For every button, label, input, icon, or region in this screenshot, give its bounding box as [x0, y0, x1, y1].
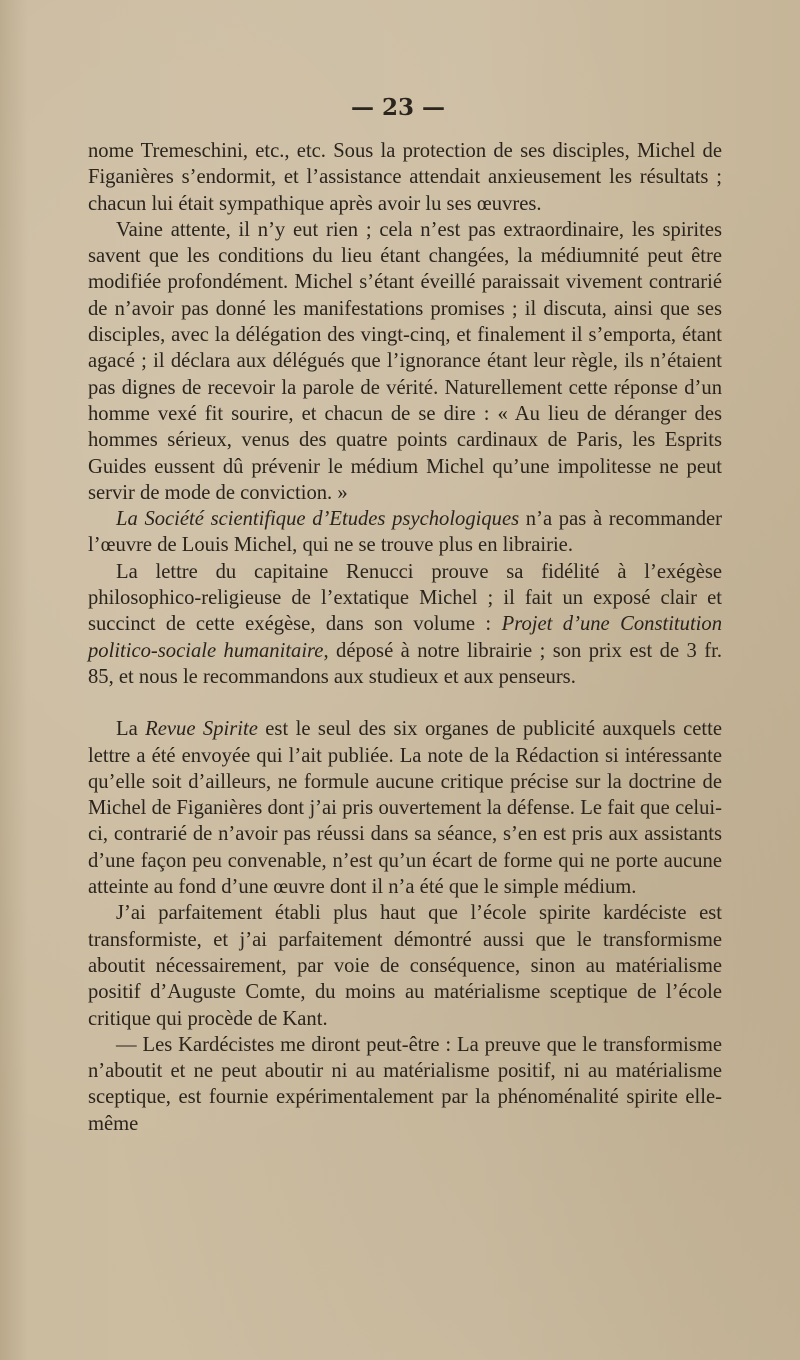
paragraph-4-lead: La lettre du capitaine Renucci prouve sa fidélité à l’exégèse philosophico-religieuse de l’extatique Michel ; il fait un exposé clair et succinct de cette exégèse, dans son volume :	[88, 560, 722, 636]
paragraph-3-text: n’a pas à recommander l’œuvre de Louis Michel, qui ne se trouve plus en librairie.	[88, 508, 722, 557]
paragraph-4-italic-title: Projet d’une Constitution politico-sociale humanitaire	[88, 613, 722, 662]
paragraph-2-text: Vaine attente, il n’y eut rien ; cela n’est pas extraordinaire, les spirites savent que les conditions du lieu étant changées, la médiumnité peut être modifiée profondément. Michel s’étant éveillé paraissait vivement contrarié de n’avoir pas donné les manifestations promises ; il discuta, ainsi que ses disciples, avec la délégation des vingt-cinq, et finalement il s’emporta, étant agacé ; il déclara aux délégués que l’ignorance étant leur règle, ils n’étaient pas dignes de recevoir la parole de vérité. Naturellement cette réponse d’un homme vexé fit sourire, et chacun de se dire : « Au lieu de déranger des hommes sérieux, venus des quatre points cardinaux de Paris, les Esprits Guides eussent dû prévenir le médium Michel qu’une impolitesse ne peut servir de mode de conviction. »	[88, 218, 722, 504]
paragraph-6-text: J’ai parfaitement établi plus haut que l’école spirite kardéciste est transformiste, et j’ai parfaitement démontré aussi que le transformisme aboutit nécessairement, par voie de conséquence, sinon au matérialisme positif d’Auguste Comte, du moins au matérialisme sceptique de l’école critique qui procède de Kant.	[88, 902, 722, 1030]
paragraph-1-text: nome Tremeschini, etc., etc. Sous la protection de ses disciples, Michel de Figanières s’endormit, et l’assistance attendait anxieusement les résultats ; chacun lui était sympathique après avoir lu ses œuvres.	[88, 140, 722, 215]
paragraph-3-italic-title: La Société scientifique d’Etudes psychologiques	[116, 508, 520, 531]
paragraph-4	[88, 559, 722, 690]
page-number: — 23 —	[350, 94, 446, 121]
paragraph-5-lead: La	[116, 718, 146, 741]
paragraph-6	[88, 900, 722, 1031]
paragraph-7-text: — Les Kardécistes me diront peut-être : La preuve que le transformisme n’aboutit et ne peut aboutir ni au matérialisme positif, ni au matérialisme sceptique, est fournie expérimentalement par la phénoménalité spirite elle-même	[88, 1033, 722, 1135]
paragraph-5-italic-title: Revue Spirite	[145, 718, 258, 741]
paragraph-7	[88, 1032, 722, 1137]
paragraph-2	[88, 217, 722, 506]
body-text	[88, 138, 722, 1137]
paragraph-5	[88, 716, 722, 900]
paragraph-4-text: , déposé à notre librairie ; son prix est de 3 fr. 85, et nous le recommandons aux studieux et aux penseurs.	[88, 639, 722, 688]
paragraph-5-text: est le seul des six organes de publicité auxquels cette lettre a été envoyée qui l’ait publiée. La note de la Rédaction si intéressante qu’elle soit d’ailleurs, ne formule aucune critique précise sur la doctrine de Michel de Figanières dont j’ai pris ouvertement la défense. Le fait que celui-ci, contrarié de n’avoir pas réussi dans sa séance, s’en est pris aux assistants d’une façon peu convenable, n’est qu’un écart de forme qui ne porte aucune atteinte au fond d’une œuvre dont il n’a été que le simple médium.	[88, 718, 722, 899]
paragraph-3	[88, 506, 722, 559]
paragraph-1	[88, 138, 722, 217]
section-gap	[88, 690, 722, 716]
